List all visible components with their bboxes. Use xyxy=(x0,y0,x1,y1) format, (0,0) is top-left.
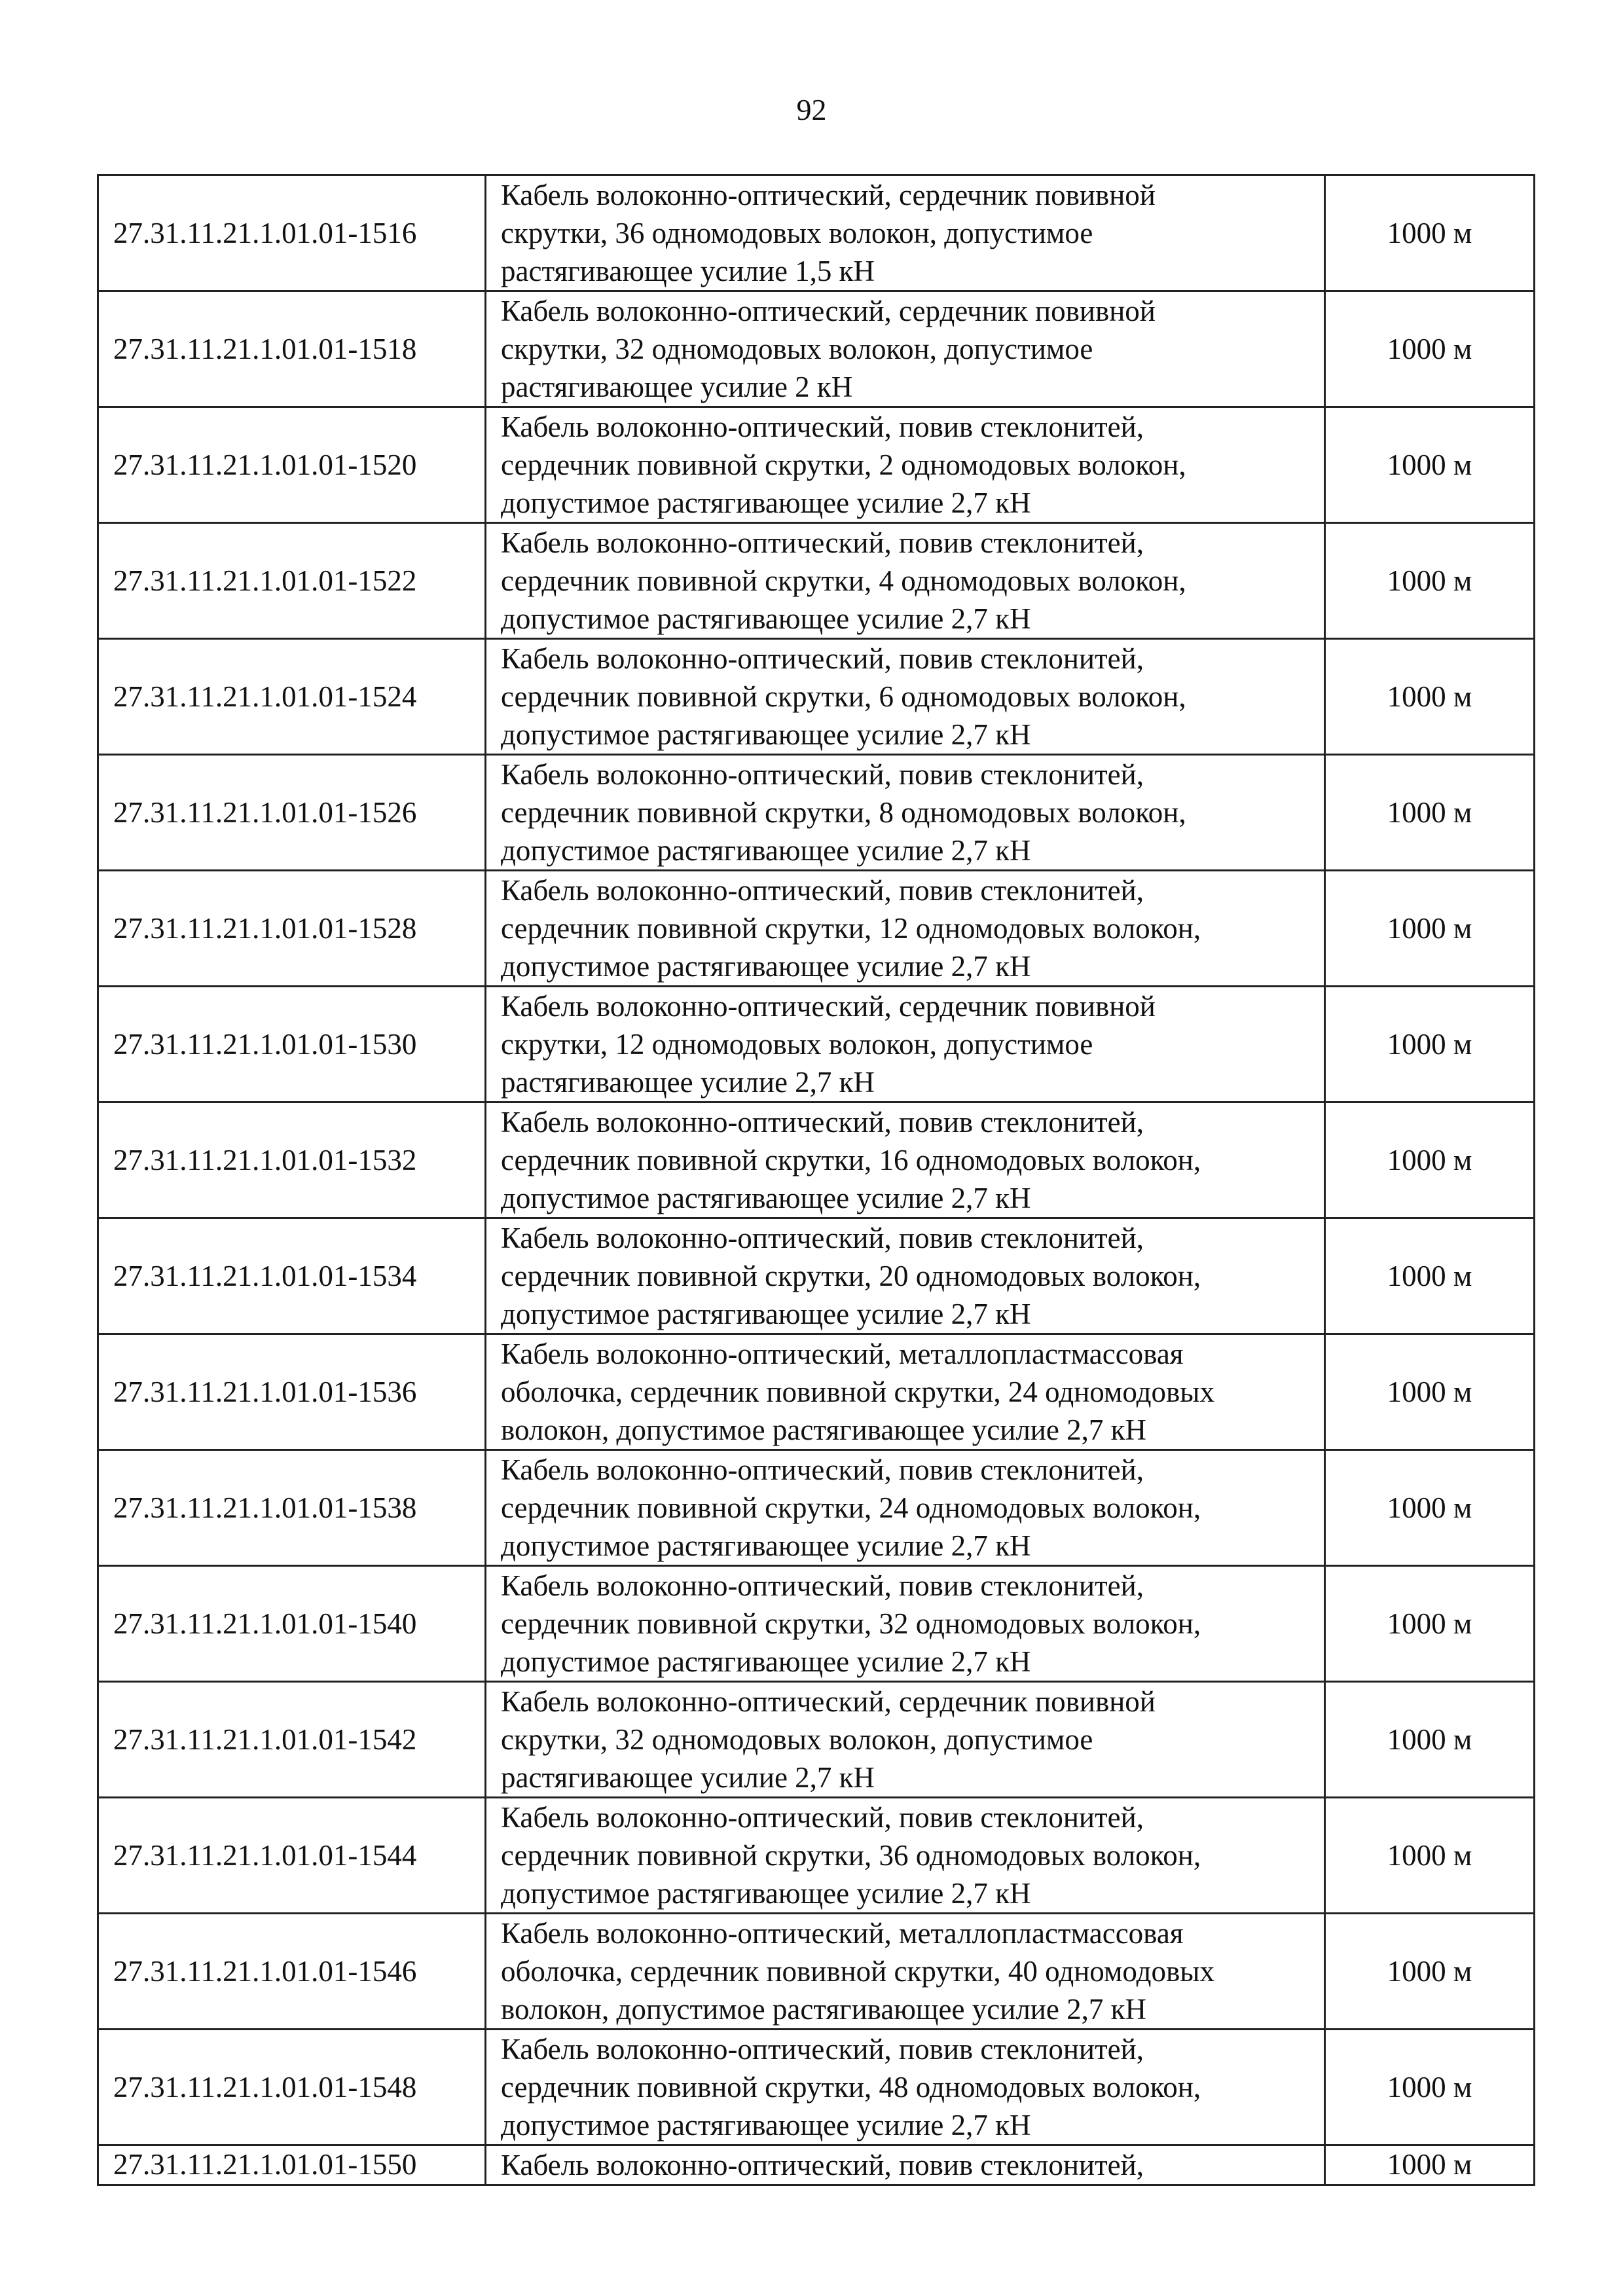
measurement-unit: 1000 м xyxy=(1325,407,1535,523)
resource-description xyxy=(486,755,1325,871)
measurement-unit: 1000 м xyxy=(1325,1102,1535,1218)
measurement-unit: 1000 м xyxy=(1325,175,1535,291)
description-line: сердечник повивной скрутки, 4 одномодовых волокон, xyxy=(501,564,1186,597)
resource-description xyxy=(486,871,1325,987)
description-line: допустимое растягивающее усилие 2,7 кН xyxy=(501,1529,1031,1562)
table-row xyxy=(98,2145,1535,2185)
description-line: сердечник повивной скрутки, 6 одномодовых волокон, xyxy=(501,680,1186,713)
measurement-unit: 1000 м xyxy=(1325,1218,1535,1334)
table-row xyxy=(98,1798,1535,1914)
measurement-unit: 1000 м xyxy=(1325,987,1535,1102)
resource-code: 27.31.11.21.1.01.01-1534 xyxy=(98,1218,486,1334)
description-line: скрутки, 32 одномодовых волокон, допустимое xyxy=(501,1723,1093,1756)
resource-description xyxy=(486,639,1325,755)
description-line: Кабель волоконно-оптический, сердечник повивной xyxy=(501,990,1156,1023)
measurement-unit: 1000 м xyxy=(1325,1798,1535,1914)
resource-code: 27.31.11.21.1.01.01-1536 xyxy=(98,1334,486,1450)
description-line: оболочка, сердечник повивной скрутки, 24 одномодовых xyxy=(501,1376,1214,1408)
description-line: допустимое растягивающее усилие 2,7 кН xyxy=(501,1877,1031,1910)
resource-code: 27.31.11.21.1.01.01-1538 xyxy=(98,1450,486,1566)
description-line: допустимое растягивающее усилие 2,7 кН xyxy=(501,1645,1031,1678)
table-row xyxy=(98,1566,1535,1682)
resource-code: 27.31.11.21.1.01.01-1548 xyxy=(98,2030,486,2145)
measurement-unit: 1000 м xyxy=(1325,291,1535,407)
resource-table xyxy=(97,174,1535,2186)
table-row xyxy=(98,1102,1535,1218)
description-line: Кабель волоконно-оптический, металлопластмассовая xyxy=(501,1338,1184,1370)
resource-code: 27.31.11.21.1.01.01-1526 xyxy=(98,755,486,871)
resource-description xyxy=(486,987,1325,1102)
resource-description xyxy=(486,1334,1325,1450)
description-line: Кабель волоконно-оптический, повив стеклонитей, xyxy=(501,2149,1144,2181)
resource-description xyxy=(486,2145,1325,2185)
description-line: Кабель волоконно-оптический, сердечник повивной xyxy=(501,295,1156,327)
description-line: сердечник повивной скрутки, 8 одномодовых волокон, xyxy=(501,796,1186,829)
description-line: растягивающее усилие 1,5 кН xyxy=(501,255,875,287)
description-line: волокон, допустимое растягивающее усилие 2,7 кН xyxy=(501,1993,1146,2026)
table-row xyxy=(98,523,1535,639)
resource-description xyxy=(486,1218,1325,1334)
description-line: допустимое растягивающее усилие 2,7 кН xyxy=(501,834,1031,867)
measurement-unit: 1000 м xyxy=(1325,2145,1535,2185)
resource-description xyxy=(486,2030,1325,2145)
resource-description xyxy=(486,291,1325,407)
page-number: 92 xyxy=(796,93,827,126)
measurement-unit: 1000 м xyxy=(1325,1566,1535,1682)
table-row xyxy=(98,175,1535,291)
resource-description xyxy=(486,1798,1325,1914)
description-line: Кабель волоконно-оптический, повив стеклонитей, xyxy=(501,874,1144,907)
description-line: Кабель волоконно-оптический, повив стеклонитей, xyxy=(501,1453,1144,1486)
measurement-unit: 1000 м xyxy=(1325,1914,1535,2030)
resource-code: 27.31.11.21.1.01.01-1530 xyxy=(98,987,486,1102)
description-line: Кабель волоконно-оптический, повив стеклонитей, xyxy=(501,1801,1144,1834)
resource-code: 27.31.11.21.1.01.01-1524 xyxy=(98,639,486,755)
resource-description xyxy=(486,1682,1325,1798)
table-row xyxy=(98,639,1535,755)
measurement-unit: 1000 м xyxy=(1325,1334,1535,1450)
description-line: скрутки, 32 одномодовых волокон, допустимое xyxy=(501,333,1093,365)
resource-code: 27.31.11.21.1.01.01-1518 xyxy=(98,291,486,407)
resource-description xyxy=(486,1914,1325,2030)
table-row xyxy=(98,987,1535,1102)
description-line: Кабель волоконно-оптический, повив стеклонитей, xyxy=(501,642,1144,675)
description-line: допустимое растягивающее усилие 2,7 кН xyxy=(501,1182,1031,1214)
resource-code: 27.31.11.21.1.01.01-1546 xyxy=(98,1914,486,2030)
resource-description xyxy=(486,407,1325,523)
table-row xyxy=(98,2030,1535,2145)
resource-description xyxy=(486,523,1325,639)
description-line: сердечник повивной скрутки, 24 одномодовых волокон, xyxy=(501,1491,1201,1524)
table-row xyxy=(98,1914,1535,2030)
description-line: Кабель волоконно-оптический, сердечник повивной xyxy=(501,179,1156,211)
description-line: сердечник повивной скрутки, 20 одномодовых волокон, xyxy=(501,1260,1201,1292)
description-line: сердечник повивной скрутки, 36 одномодовых волокон, xyxy=(501,1839,1201,1872)
description-line: допустимое растягивающее усилие 2,7 кН xyxy=(501,950,1031,983)
description-line: Кабель волоконно-оптический, повив стеклонитей, xyxy=(501,1569,1144,1602)
resource-description xyxy=(486,1450,1325,1566)
resource-code: 27.31.11.21.1.01.01-1550 xyxy=(98,2145,486,2185)
resource-description xyxy=(486,1102,1325,1218)
description-line: допустимое растягивающее усилие 2,7 кН xyxy=(501,718,1031,751)
description-line: оболочка, сердечник повивной скрутки, 40 одномодовых xyxy=(501,1955,1214,1988)
resource-description xyxy=(486,1566,1325,1682)
table-row xyxy=(98,1682,1535,1798)
resource-code: 27.31.11.21.1.01.01-1520 xyxy=(98,407,486,523)
table-row xyxy=(98,407,1535,523)
table-row xyxy=(98,1450,1535,1566)
resource-code: 27.31.11.21.1.01.01-1544 xyxy=(98,1798,486,1914)
table-row xyxy=(98,291,1535,407)
measurement-unit: 1000 м xyxy=(1325,523,1535,639)
measurement-unit: 1000 м xyxy=(1325,755,1535,871)
description-line: сердечник повивной скрутки, 16 одномодовых волокон, xyxy=(501,1144,1201,1176)
description-line: сердечник повивной скрутки, 32 одномодовых волокон, xyxy=(501,1607,1201,1640)
description-line: растягивающее усилие 2 кН xyxy=(501,371,853,403)
description-line: допустимое растягивающее усилие 2,7 кН xyxy=(501,2109,1031,2141)
description-line: волокон, допустимое растягивающее усилие 2,7 кН xyxy=(501,1413,1146,1446)
resource-code: 27.31.11.21.1.01.01-1532 xyxy=(98,1102,486,1218)
resource-code: 27.31.11.21.1.01.01-1522 xyxy=(98,523,486,639)
measurement-unit: 1000 м xyxy=(1325,2030,1535,2145)
description-line: Кабель волоконно-оптический, повив стеклонитей, xyxy=(501,1222,1144,1254)
measurement-unit: 1000 м xyxy=(1325,871,1535,987)
description-line: скрутки, 12 одномодовых волокон, допустимое xyxy=(501,1028,1093,1061)
description-line: Кабель волоконно-оптический, повив стеклонитей, xyxy=(501,526,1144,559)
resource-code: 27.31.11.21.1.01.01-1540 xyxy=(98,1566,486,1682)
table-row xyxy=(98,871,1535,987)
description-line: Кабель волоконно-оптический, сердечник повивной xyxy=(501,1685,1156,1718)
description-line: скрутки, 36 одномодовых волокон, допустимое xyxy=(501,217,1093,249)
measurement-unit: 1000 м xyxy=(1325,1682,1535,1798)
description-line: сердечник повивной скрутки, 12 одномодовых волокон, xyxy=(501,912,1201,945)
resource-description xyxy=(486,175,1325,291)
table-row xyxy=(98,755,1535,871)
description-line: Кабель волоконно-оптический, повив стеклонитей, xyxy=(501,758,1144,791)
measurement-unit: 1000 м xyxy=(1325,639,1535,755)
table-body xyxy=(98,175,1535,2185)
description-line: растягивающее усилие 2,7 кН xyxy=(501,1761,875,1794)
resource-code: 27.31.11.21.1.01.01-1542 xyxy=(98,1682,486,1798)
description-line: Кабель волоконно-оптический, повив стеклонитей, xyxy=(501,2033,1144,2066)
description-line: допустимое растягивающее усилие 2,7 кН xyxy=(501,602,1031,635)
description-line: Кабель волоконно-оптический, повив стеклонитей, xyxy=(501,1106,1144,1139)
measurement-unit: 1000 м xyxy=(1325,1450,1535,1566)
table-row xyxy=(98,1218,1535,1334)
description-line: растягивающее усилие 2,7 кН xyxy=(501,1066,875,1099)
description-line: сердечник повивной скрутки, 2 одномодовых волокон, xyxy=(501,448,1186,481)
description-line: Кабель волоконно-оптический, повив стеклонитей, xyxy=(501,410,1144,443)
description-line: сердечник повивной скрутки, 48 одномодовых волокон, xyxy=(501,2071,1201,2104)
resource-code: 27.31.11.21.1.01.01-1516 xyxy=(98,175,486,291)
description-line: допустимое растягивающее усилие 2,7 кН xyxy=(501,486,1031,519)
resource-code: 27.31.11.21.1.01.01-1528 xyxy=(98,871,486,987)
description-line: допустимое растягивающее усилие 2,7 кН xyxy=(501,1298,1031,1330)
description-line: Кабель волоконно-оптический, металлопластмассовая xyxy=(501,1917,1184,1950)
table-row xyxy=(98,1334,1535,1450)
